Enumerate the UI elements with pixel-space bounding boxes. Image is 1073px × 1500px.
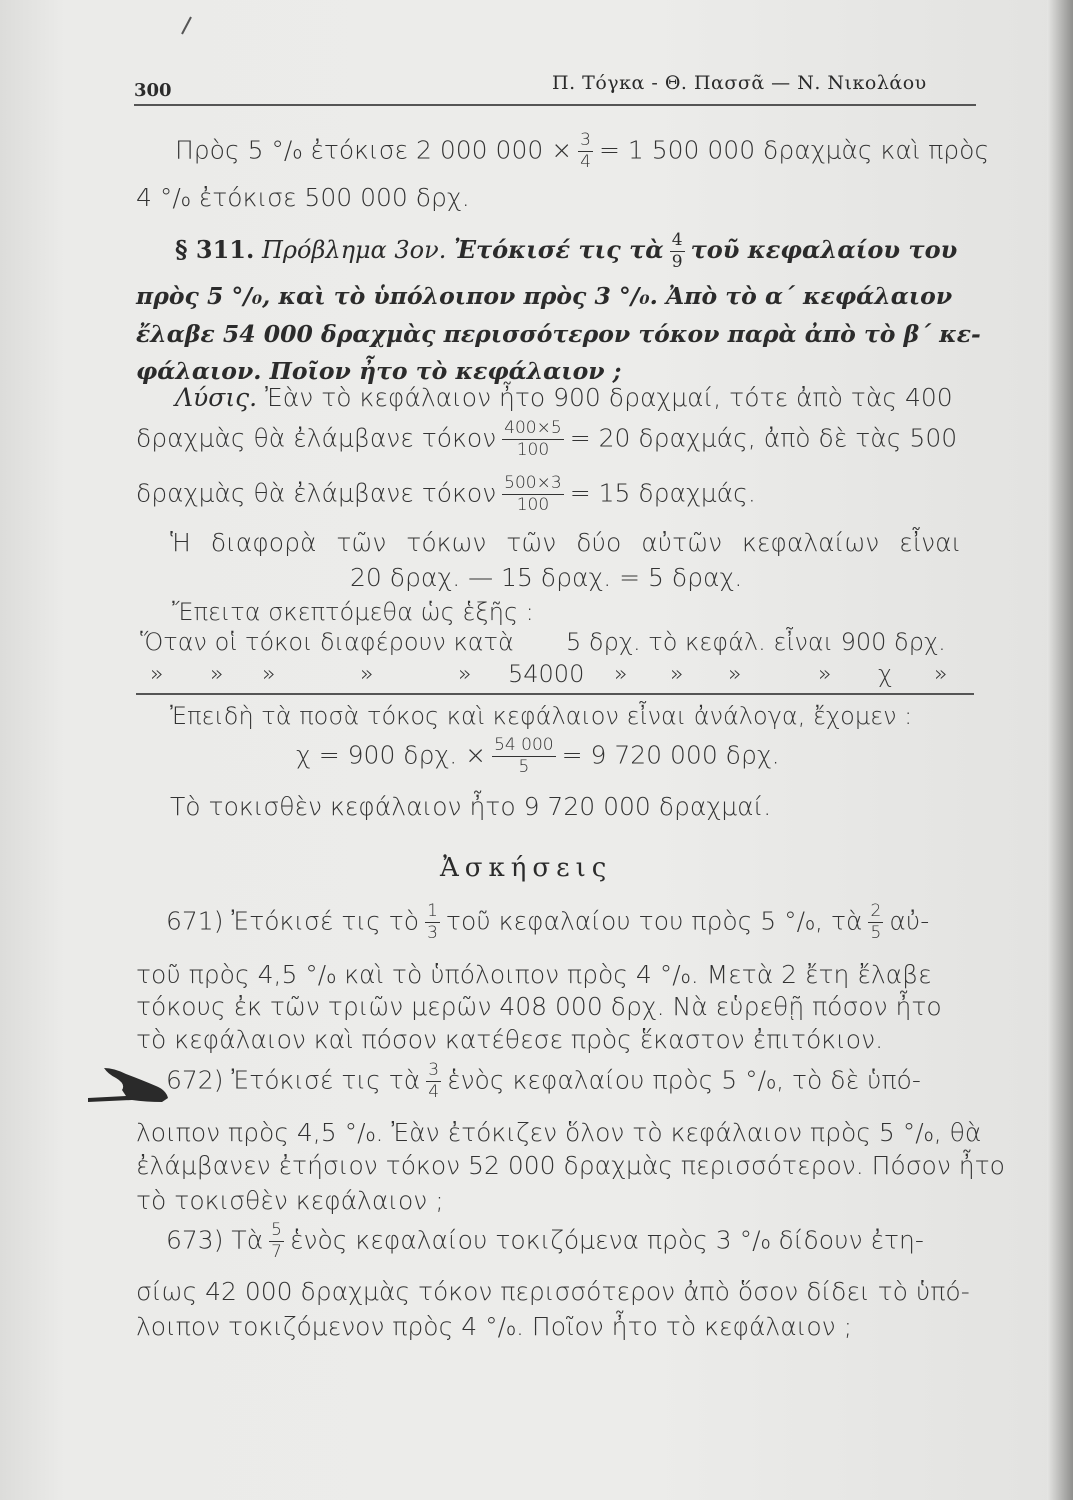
problem-label: Πρόβλημα 3ον. bbox=[262, 236, 447, 264]
problem-line-4: φάλαιον. Ποῖον ἦτο τὸ κεφάλαιον ; bbox=[136, 357, 622, 385]
intro-line-1: Πρὸς 5 °/₀ ἐτόκισε 2 000 000 × $\frac{3}{4}$ = 1 500 000 δραχμὰς καὶ πρὸς bbox=[175, 130, 990, 172]
fraction: $\frac{54 000}{5}$ bbox=[494, 735, 554, 777]
proportion-row-2-col-6: 54000 bbox=[508, 660, 585, 688]
proportion-row-2-col-3: » bbox=[262, 662, 276, 687]
problem-line-3: ἔλαβε 54 000 δραχμὰς περισσότερον τόκον παρὰ ἀπὸ τὸ β΄ κε- bbox=[136, 320, 981, 348]
fraction: $\frac{4}{9}$ bbox=[671, 230, 683, 272]
solution-line-3: δραχμὰς θὰ ἐλάμβανε τόκον $\frac{500\times 3}{100}$ = 15 δραχμάς. bbox=[136, 473, 756, 515]
exercise-672-line-3: ἐλάμβανεν ἐτήσιον τόκον 52 000 δραχμὰς περισσότερον. Πόσον ἦτο bbox=[136, 1151, 1005, 1180]
exercise-673-line-3: λοιπον τοκιζόμενον πρὸς 4 °/₀. Ποῖον ἦτο τὸ κεφάλαιον ; bbox=[136, 1312, 853, 1341]
problem-line-2: πρὸς 5 °/₀, καὶ τὸ ὑπόλοιπον πρὸς 3 °/₀. Ἀπὸ τὸ α΄ κεφάλαιον bbox=[136, 282, 953, 310]
solution-line-1: Λύσις. Ἐὰν τὸ κεφάλαιον ἦτο 900 δραχμαί, τότε ἀπὸ τὰς 400 bbox=[175, 383, 953, 412]
proportion-rule bbox=[136, 693, 974, 695]
pencil-mark-icon bbox=[176, 14, 196, 38]
solution-label: Λύσις. bbox=[175, 383, 258, 412]
exercise-673-line-1: 673) Τὰ $\frac{5}{7}$ ἑνὸς κεφαλαίου τοκιζόμενα πρὸς 3 °/₀ δίδουν ἐτη- bbox=[166, 1220, 924, 1262]
intro-line-2: 4 °/₀ ἐτόκισε 500 000 δρχ. bbox=[136, 183, 470, 212]
fraction: $\frac{3}{4}$ bbox=[580, 130, 591, 172]
exercise-672-line-1: 672) Ἐτόκισέ τις τὰ $\frac{3}{4}$ ἑνὸς κεφαλαίου πρὸς 5 °/₀, τὸ δὲ ὑπό- bbox=[166, 1060, 921, 1102]
exercise-672-line-4: τὸ τοκισθὲν κεφάλαιον ; bbox=[136, 1186, 444, 1215]
solution-line-4: Ἡ διαφορὰ τῶν τόκων τῶν δύο αὐτῶν κεφαλαίων εἶναι bbox=[170, 528, 962, 557]
solution-line-7: Ἐπειδὴ τὰ ποσὰ τόκος καὶ κεφάλαιον εἶναι ἀνάλογα, ἔχομεν : bbox=[170, 702, 913, 730]
header-rule bbox=[134, 104, 976, 106]
proportion-row-2-col-8: » bbox=[670, 662, 684, 687]
exercise-671-line-2: τοῦ πρὸς 4,5 °/₀ καὶ τὸ ὑπόλοιπον πρὸς 4 °/₀. Μετὰ 2 ἔτη ἔλαβε bbox=[136, 960, 932, 989]
proportion-row-2-col-10: » bbox=[818, 662, 832, 687]
proportion-row-2-col-5: » bbox=[458, 662, 472, 687]
solution-line-6: Ἔπειτα σκεπτόμεθα ὡς ἑξῆς : bbox=[172, 598, 534, 626]
fraction: $\frac{500\times 3}{100}$ bbox=[504, 473, 562, 515]
solution-line-2: δραχμὰς θὰ ἐλάμβανε τόκον $\frac{400\times 5}{100}$ = 20 δραχμάς, ἀπὸ δὲ τὰς 500 bbox=[136, 418, 958, 460]
page-spine-shadow bbox=[1047, 0, 1073, 1500]
fraction: $\frac{400\times 5}{100}$ bbox=[504, 418, 562, 460]
problem-line-1: § 311. Πρόβλημα 3ον. Ἐτόκισέ τις τὰ $\frac{4}{9}$ τοῦ κεφαλαίου του bbox=[175, 230, 958, 272]
exercise-671-line-1: 671) Ἐτόκισέ τις τὸ $\frac{1}{3}$ τοῦ κεφαλαίου του πρὸς 5 °/₀, τὰ $\frac{2}{5}$ αὐ- bbox=[166, 901, 930, 943]
proportion-row-1b: 5 δρχ. τὸ κεφάλ. εἶναι 900 δρχ. bbox=[566, 628, 946, 656]
proportion-row-2-col-7: » bbox=[614, 662, 628, 687]
proportion-row-1a: Ὅταν οἱ τόκοι διαφέρουν κατὰ bbox=[140, 628, 514, 656]
proportion-row-2-col-1: » bbox=[150, 662, 164, 687]
section-number: § 311. bbox=[175, 235, 255, 264]
fraction: $\frac{5}{7}$ bbox=[271, 1220, 282, 1262]
bird-ink-blot-icon bbox=[86, 1060, 172, 1106]
fraction: $\frac{2}{5}$ bbox=[870, 901, 882, 943]
page-number: 300 bbox=[134, 80, 172, 101]
solution-line-5: 20 δραχ. — 15 δραχ. = 5 δραχ. bbox=[350, 563, 743, 592]
fraction: $\frac{3}{4}$ bbox=[428, 1060, 440, 1102]
proportion-row-2-col-12: » bbox=[934, 662, 948, 687]
exercises-heading: Ἀσκήσεις bbox=[440, 853, 613, 883]
proportion-row-2-col-9: » bbox=[728, 662, 742, 687]
fraction: $\frac{1}{3}$ bbox=[427, 901, 438, 943]
running-header: Π. Τόγκα - Θ. Πασσᾶ — Ν. Νικολάου bbox=[552, 72, 927, 94]
solution-line-8: χ = 900 δρχ. × $\frac{54 000}{5}$ = 9 720 000 δρχ. bbox=[296, 735, 780, 777]
exercise-671-line-3: τόκους ἐκ τῶν τριῶν μερῶν 408 000 δρχ. Νὰ εὑρεθῇ πόσον ἦτο bbox=[136, 992, 942, 1021]
exercise-673-line-2: σίως 42 000 δραχμὰς τόκον περισσότερον ἀπὸ ὅσον δίδει τὸ ὑπό- bbox=[136, 1277, 970, 1306]
exercise-671-line-4: τὸ κεφάλαιον καὶ πόσον κατέθεσε πρὸς ἕκαστον ἐπιτόκιον. bbox=[136, 1025, 884, 1054]
proportion-row-2-col-11: χ bbox=[878, 660, 893, 688]
proportion-row-2-col-2: » bbox=[210, 662, 224, 687]
solution-line-9: Τὸ τοκισθὲν κεφάλαιον ἦτο 9 720 000 δραχμαί. bbox=[170, 792, 772, 821]
exercise-672-line-2: λοιπον πρὸς 4,5 °/₀. Ἐὰν ἐτόκιζεν ὅλον τὸ κεφάλαιον πρὸς 5 °/₀, θὰ bbox=[136, 1118, 982, 1147]
proportion-row-2-col-4: » bbox=[360, 662, 374, 687]
